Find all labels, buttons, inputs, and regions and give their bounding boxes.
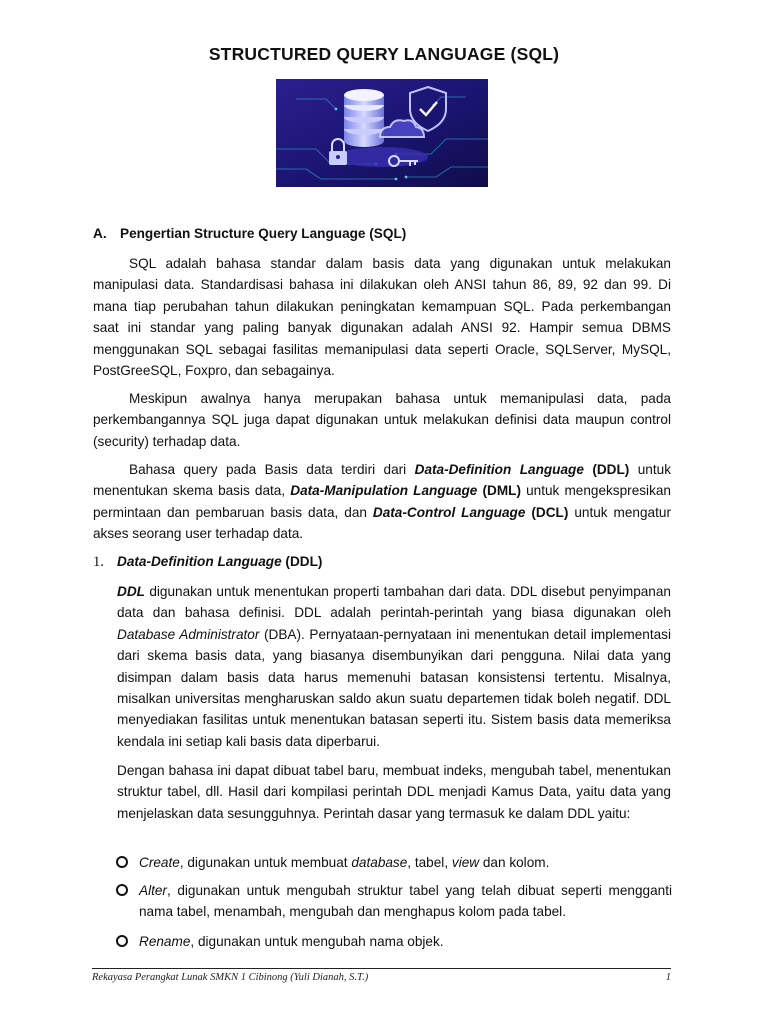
ddl-lead: DDL <box>117 584 145 599</box>
view-term: view <box>451 855 480 870</box>
bullet-circle-icon <box>116 884 128 896</box>
s1p1-text-1: digunakan untuk menentukan properti tambahan dari data. DDL disebut penyimpanan data dan bahasa definisi. DDL adalah perintah-perintah yang biasa digunakan oleh <box>117 584 671 621</box>
ddl-term: Data-Definition Language <box>414 462 584 477</box>
footer-text: Rekayasa Perangkat Lunak SMKN 1 Cibinong (Yuli Dianah, S.T.) <box>92 972 369 983</box>
section-a-paragraph-3 <box>93 459 671 545</box>
subsection-1-number: 1. <box>93 554 104 570</box>
bullet-text: dan kolom. <box>479 855 550 870</box>
bullet-rename <box>116 931 672 952</box>
section-a-paragraph-2: Meskipun awalnya hanya merupakan bahasa untuk memanipulasi data, pada perkembangannya SQL juga dapat digunakan untuk melakukan definisi data maupun control (security) terhadap data. <box>93 391 671 449</box>
bullet-alter <box>116 880 672 923</box>
dcl-abbr: (DCL) <box>525 504 569 520</box>
page-title: STRUCTURED QUERY LANGUAGE (SQL) <box>208 44 560 64</box>
bullet-text: , tabel, <box>407 855 452 870</box>
section-a-paragraph-1: SQL adalah bahasa standar dalam basis data yang digunakan untuk melakukan manipulasi data. Standardisasi bahasa ini dilakukan oleh ANSI tahun 86, 89, 92 dan 99. Di mana tiap perubahan tahun dilakukan peningkatan kemampuan SQL. Pada perkembangan saat ini standar yang paling banyak digunakan adalah ANSI 92. Hampir semua DBMS menggunakan SQL sebagai fasilitas memanipulasi data seperti Oracle, SQLServer, MySQL, PostGreeSQL, Foxpro, dan sebagainya. <box>93 256 671 379</box>
create-term: Create <box>139 855 180 870</box>
dml-abbr: (DML) <box>477 483 521 499</box>
dml-term: Data-Manipulation Language <box>290 483 478 499</box>
p3-text-2: untuk menentukan skema basis data, <box>93 462 671 499</box>
bullet-text: , digunakan untuk mengubah struktur tabel yang telah dibuat seperti mengganti nama tabel, menambah, mengubah dan menghapus kolom pada tabel. <box>139 883 672 920</box>
dcl-term: Data-Control Language <box>372 504 526 520</box>
subsection-1-title: Data-Definition Language <box>117 554 282 569</box>
rename-term: Rename <box>139 934 191 949</box>
hero-illustration <box>276 79 488 187</box>
section-a-title: Pengertian Structure Query Language (SQL) <box>120 226 407 241</box>
page-footer <box>92 972 671 983</box>
dba-term: Database Administrator <box>117 626 260 642</box>
p3-text-4: untuk mengatur akses seorang user terhadap data. <box>93 504 671 542</box>
database-stack-icon <box>344 89 384 147</box>
bullet-text: , digunakan untuk mengubah nama objek. <box>190 934 444 949</box>
subsection-1-heading <box>93 554 322 571</box>
ddl-abbr: (DDL) <box>583 462 630 477</box>
bullet-circle-icon <box>116 856 128 868</box>
subsection-1-paragraph-2: Dengan bahasa ini dapat dibuat tabel baru, membuat indeks, mengubah tabel, menentukan struktur tabel, dll. Hasil dari kompilasi perintah DDL menjadi Kamus Data, yaitu data yang menjelaskan data sesungguhnya. Perintah dasar yang termasuk ke dalam DDL yaitu: <box>117 763 671 821</box>
bullet-text: , digunakan untuk membuat <box>179 855 352 870</box>
bullet-circle-icon <box>116 935 128 947</box>
section-a-heading <box>93 226 406 241</box>
subsection-1-abbr: (DDL) <box>281 554 323 569</box>
footer-divider <box>92 968 671 969</box>
subsection-1-paragraph-1 <box>117 581 671 752</box>
s1p1-text-2: (DBA). Pernyataan-pernyataan ini menentukan detail implementasi dari skema basis data, yang biasanya disembunyikan dari pengguna. Nilai data yang disimpan dalam basis data harus memenuhi batasan konsistensi tertentu. Misalnya, misalkan universitas mengharuskan saldo akun suatu departemen tidak boleh negatif. DDL menyediakan fasilitas untuk menentukan batasan seperti itu. Sistem basis data memeriksa kendala ini setiap kali basis data diperbarui. <box>117 626 671 749</box>
alter-term: Alter <box>139 883 167 898</box>
p3-text-3: untuk mengekspresikan permintaan dan pembaruan basis data, dan <box>93 483 671 520</box>
section-a-label: A. <box>93 226 107 241</box>
database-term: database <box>351 855 408 870</box>
p3-text-1: Bahasa query pada Basis data terdiri dari <box>129 462 415 477</box>
page-number: 1 <box>665 972 671 983</box>
security-database-illustration <box>276 79 488 187</box>
bullet-create <box>116 852 672 873</box>
